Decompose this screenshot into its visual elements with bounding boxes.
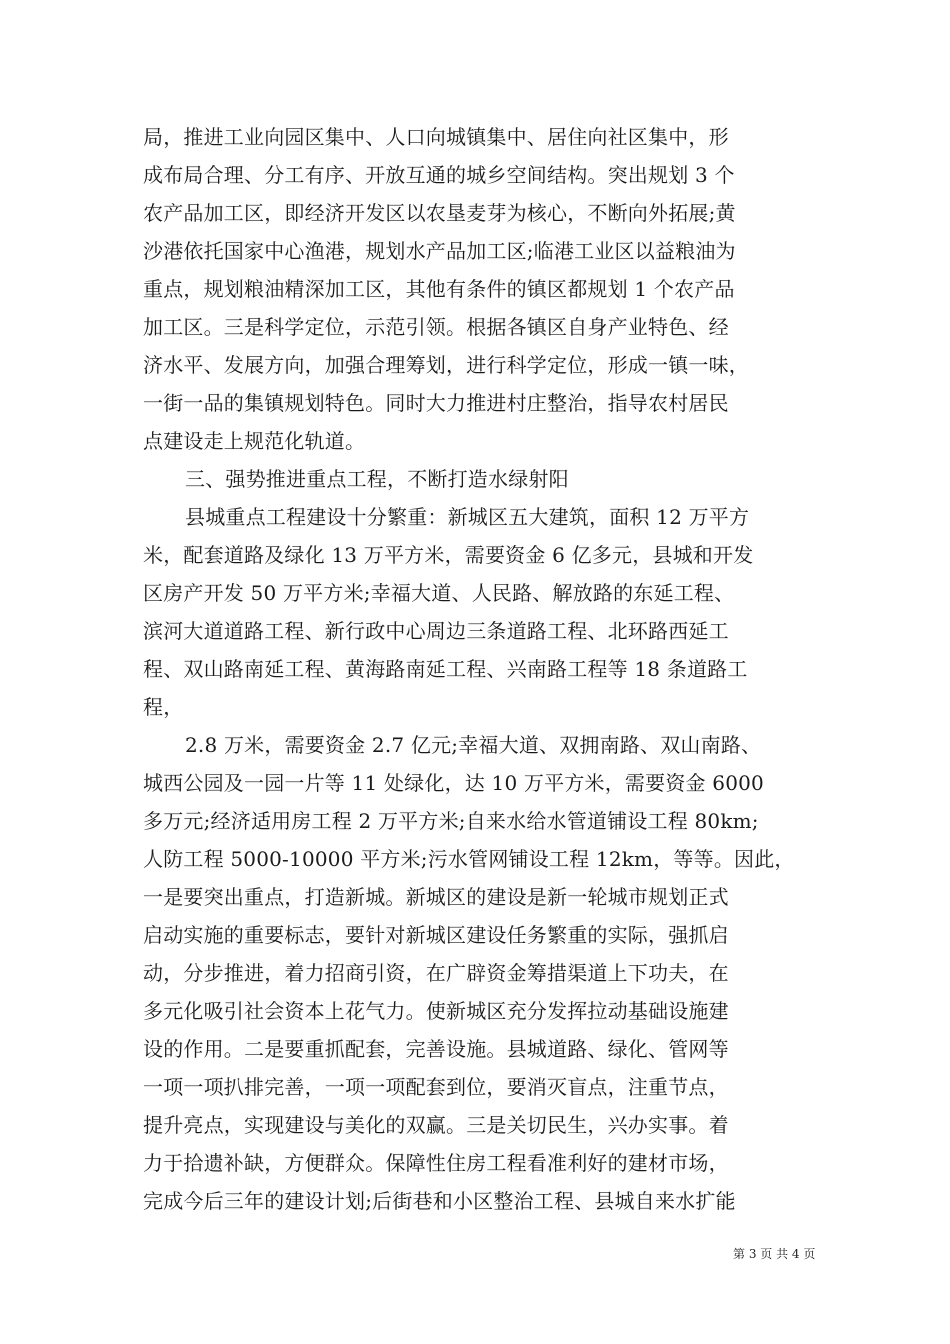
text-line: 人防工程 5000-10000 平方米;污水管网铺设工程 12km，等等。因此， xyxy=(143,847,795,871)
text-line: 程， xyxy=(143,695,184,719)
text-line: 多元化吸引社会资本上花气力。使新城区充分发挥拉动基础设施建 xyxy=(143,999,729,1023)
text-line: 沙港依托国家中心渔港，规划水产品加工区;临港工业区以益粮油为 xyxy=(143,239,736,263)
text-line: 动，分步推进，着力招商引资，在广辟资金筹措渠道上下功夫，在 xyxy=(143,961,729,985)
document-body xyxy=(143,118,811,1220)
text-line: 农产品加工区，即经济开发区以农垦麦芽为核心，不断向外拓展;黄 xyxy=(143,201,736,225)
text-line: 2.8 万米，需要资金 2.7 亿元;幸福大道、双拥南路、双山南路、 xyxy=(185,733,762,757)
text-line: 济水平、发展方向，加强合理筹划，进行科学定位，形成一镇一味， xyxy=(143,353,749,377)
page-number: 第 3 页 共 4 页 xyxy=(733,1247,816,1261)
text-line: 县城重点工程建设十分繁重：新城区五大建筑，面积 12 万平方 xyxy=(185,505,750,529)
text-line: 力于拾遗补缺，方便群众。保障性住房工程看准利好的建材市场， xyxy=(143,1151,729,1175)
text-line: 区房产开发 50 万平方米;幸福大道、人民路、解放路的东延工程、 xyxy=(143,581,735,605)
text-line: 一街一品的集镇规划特色。同时大力推进村庄整治，指导农村居民 xyxy=(143,391,729,415)
text-line: 城西公园及一园一片等 11 处绿化，达 10 万平方米，需要资金 6000 xyxy=(143,771,764,795)
text-line: 重点，规划粮油精深加工区，其他有条件的镇区都规划 1 个农产品 xyxy=(143,277,735,301)
section-heading: 三、强势推进重点工程，不断打造水绿射阳 xyxy=(185,467,569,491)
text-line: 提升亮点，实现建设与美化的双赢。三是关切民生，兴办实事。着 xyxy=(143,1113,729,1137)
text-line: 完成今后三年的建设计划;后街巷和小区整治工程、县城自来水扩能 xyxy=(143,1189,736,1213)
text-line: 程、双山路南延工程、黄海路南延工程、兴南路工程等 18 条道路工 xyxy=(143,657,748,681)
text-line: 设的作用。二是要重抓配套，完善设施。县城道路、绿化、管网等 xyxy=(143,1037,729,1061)
text-line: 一项一项扒排完善，一项一项配套到位，要消灭盲点，注重节点， xyxy=(143,1075,729,1099)
text-line: 成布局合理、分工有序、开放互通的城乡空间结构。突出规划 3 个 xyxy=(143,163,735,187)
text-line: 点建设走上规范化轨道。 xyxy=(143,429,366,453)
text-line: 启动实施的重要标志，要针对新城区建设任务繁重的实际，强抓启 xyxy=(143,923,729,947)
text-line: 加工区。三是科学定位，示范引领。根据各镇区自身产业特色、经 xyxy=(143,315,729,339)
text-line: 一是要突出重点，打造新城。新城区的建设是新一轮城市规划正式 xyxy=(143,885,729,909)
text-line: 局，推进工业向园区集中、人口向城镇集中、居住向社区集中，形 xyxy=(143,125,729,149)
text-line: 多万元;经济适用房工程 2 万平方米;自来水给水管道铺设工程 80km; xyxy=(143,809,759,833)
text-line: 滨河大道道路工程、新行政中心周边三条道路工程、北环路西延工 xyxy=(143,619,729,643)
text-line: 米，配套道路及绿化 13 万平方米，需要资金 6 亿多元，县城和开发 xyxy=(143,543,754,567)
